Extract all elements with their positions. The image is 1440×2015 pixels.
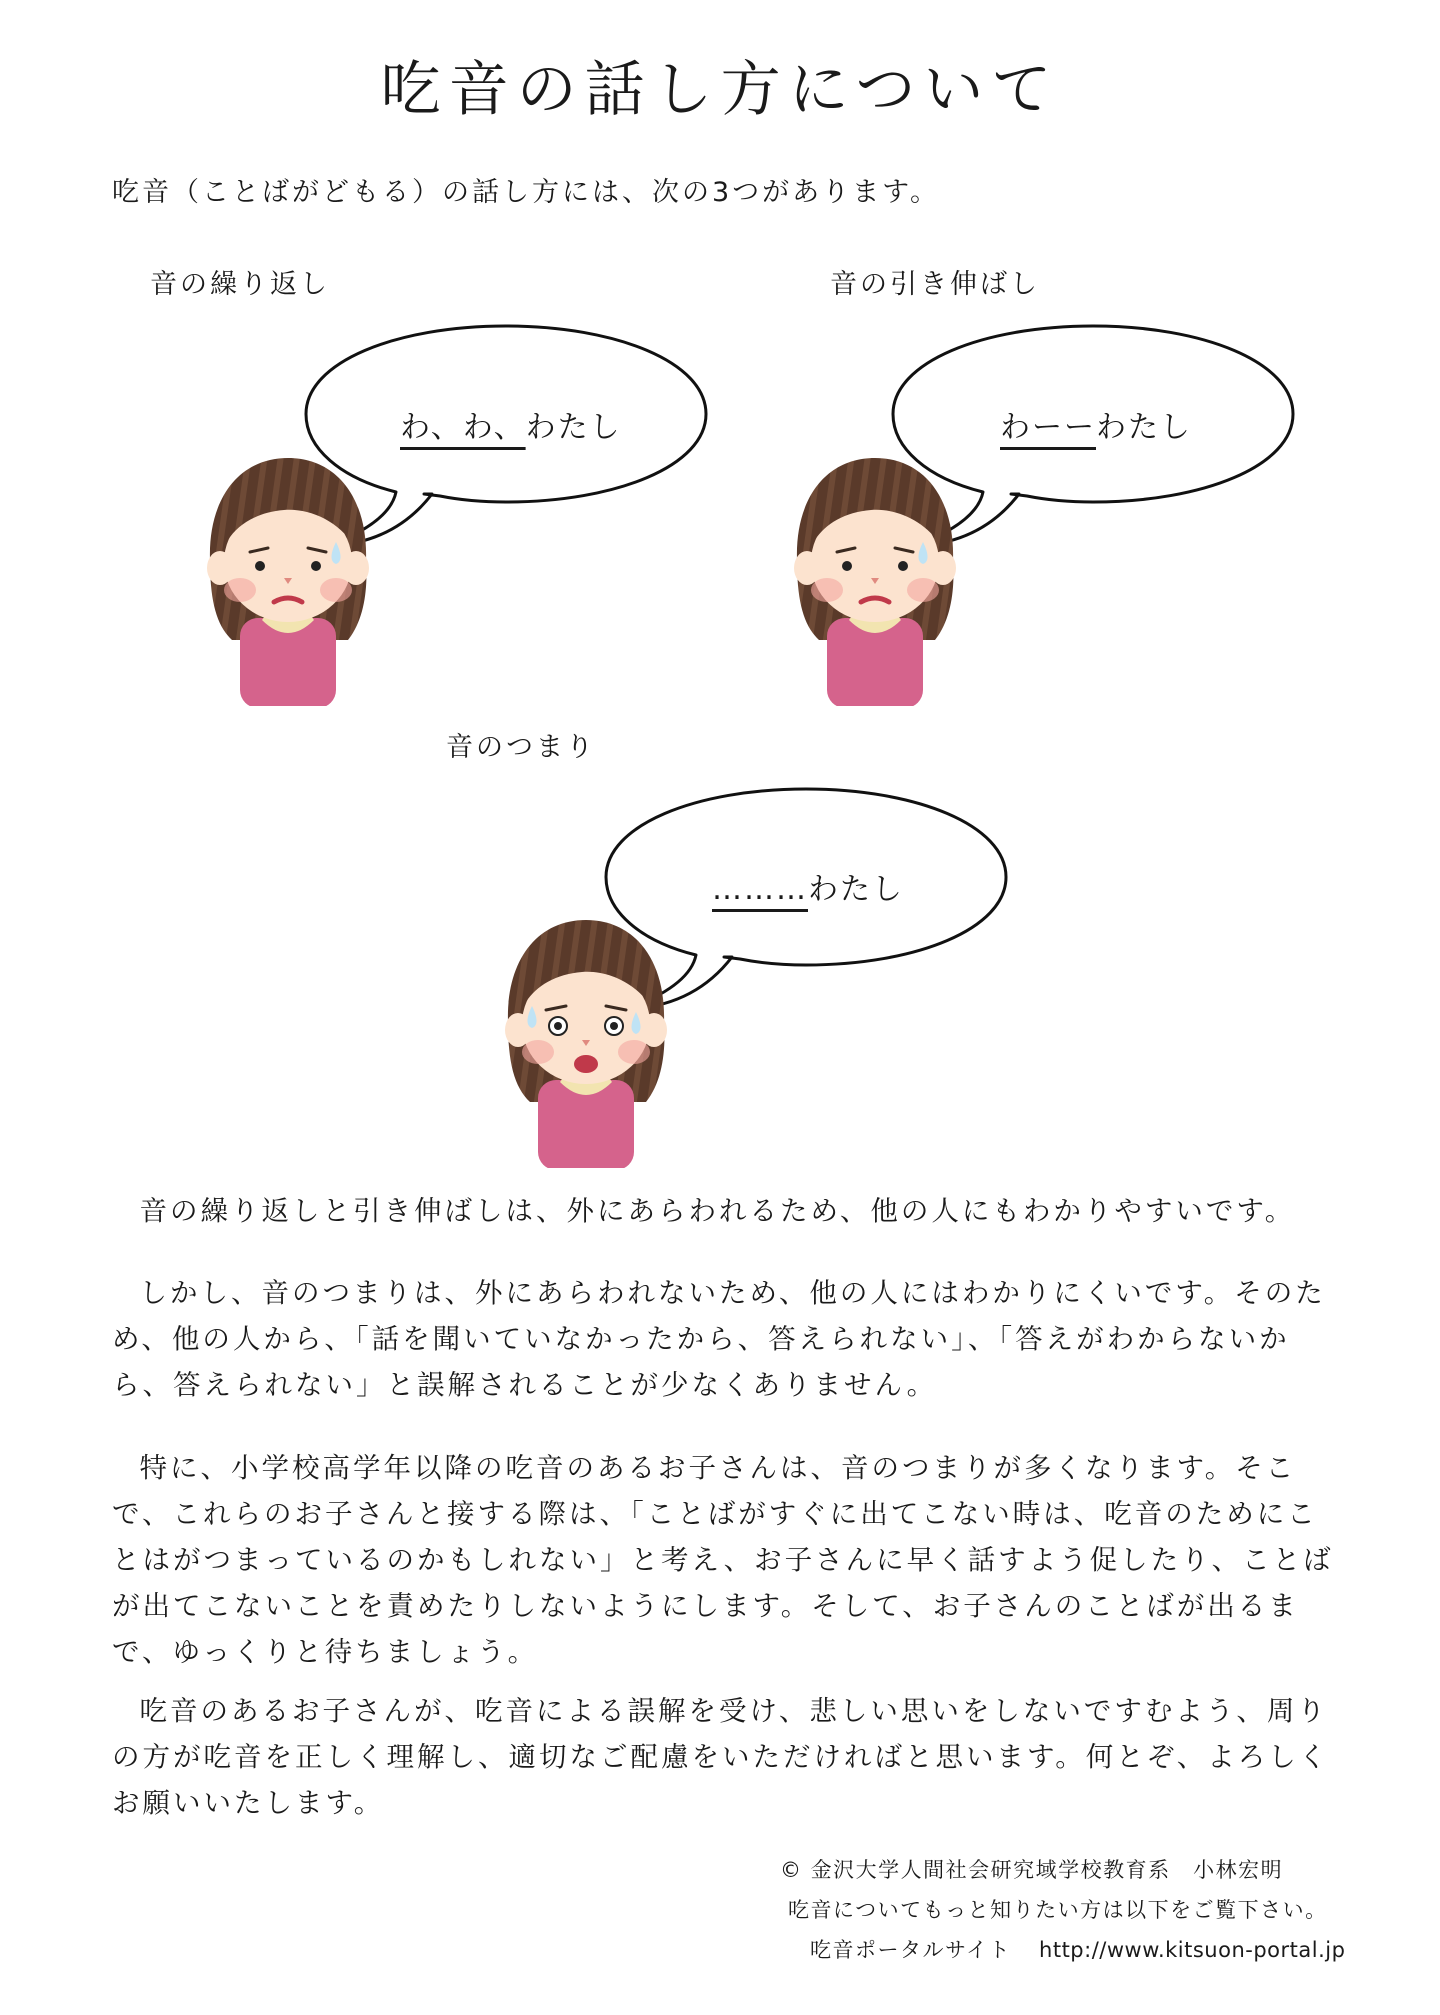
repetition-speech-rest: わたし (525, 410, 622, 445)
paragraph-2-text: しかし、音のつまりは、外にあらわれないため、他の人にはわかりにくいです。そのため、他の人から、「話を聞いていなかったから、答えられない」、「答えがわからないから、答えられない」と誤解されることが少なくありません。 (112, 1277, 1326, 1401)
paragraph-3 (112, 1445, 1337, 1675)
worried-girl-illustration (785, 450, 965, 706)
shocked-girl-illustration (496, 912, 676, 1168)
worried-girl-illustration (198, 450, 378, 706)
portal-site-name: 吃音ポータルサイト (810, 1938, 1012, 1962)
block-speech-underlined: ……… (712, 872, 808, 907)
author-credit: © 金沢大学人間社会研究域学校教育系 小林宏明 (780, 1858, 1284, 1882)
portal-line (780, 1930, 1360, 1970)
paragraph-3-text: 特に、小学校高学年以降の吃音のあるお子さんは、音のつまりが多くなります。そこで、これらのお子さんと接する際は、「ことばがすぐに出てこない時は、吃音のためにことはがつまっているのかもしれない」と考え、お子さんに早く話すよう促したり、ことばが出てこないことを責めたりしないようにします。そして、お子さんのことばが出るまで、ゆっくりと待ちましょう。 (112, 1452, 1334, 1668)
page-title: 吃音の話し方について (380, 55, 1060, 125)
repetition-speech-underlined: わ、わ、 (400, 410, 526, 445)
prolongation-speech-rest: わたし (1096, 410, 1192, 445)
paragraph-1 (112, 1188, 1337, 1234)
intro-text: 吃音（ことばがどもる）の話し方には、次の3つがあります。 (112, 177, 941, 208)
block-speech (712, 864, 904, 908)
credits (780, 1850, 1360, 1970)
more-info-text: 吃音についてもっと知りたい方は以下をご覧下さい。 (788, 1898, 1328, 1922)
prolongation-speech-underlined: わーー (1000, 410, 1096, 445)
paragraph-4 (112, 1688, 1337, 1826)
block-speech-rest: わたし (808, 872, 904, 907)
portal-url-link[interactable]: http://www.kitsuon-portal.jp (1039, 1938, 1346, 1962)
prolongation-speech (1000, 402, 1192, 446)
paragraph-2 (112, 1270, 1337, 1408)
repetition-speech (400, 402, 622, 446)
paragraph-4-text: 吃音のあるお子さんが、吃音による誤解を受け、悲しい思いをしないですむよう、周りの方が吃音を正しく理解し、適切なご配慮をいただければと思います。何とぞ、よろしくお願いいたします。 (112, 1695, 1330, 1819)
prolongation-label: 音の引き伸ばし (830, 269, 1040, 300)
repetition-label: 音の繰り返し (150, 269, 330, 300)
paragraph-1-text: 音の繰り返しと引き伸ばしは、外にあらわれるため、他の人にもわかりやすいです。 (139, 1195, 1296, 1227)
block-label: 音のつまり (446, 732, 596, 763)
